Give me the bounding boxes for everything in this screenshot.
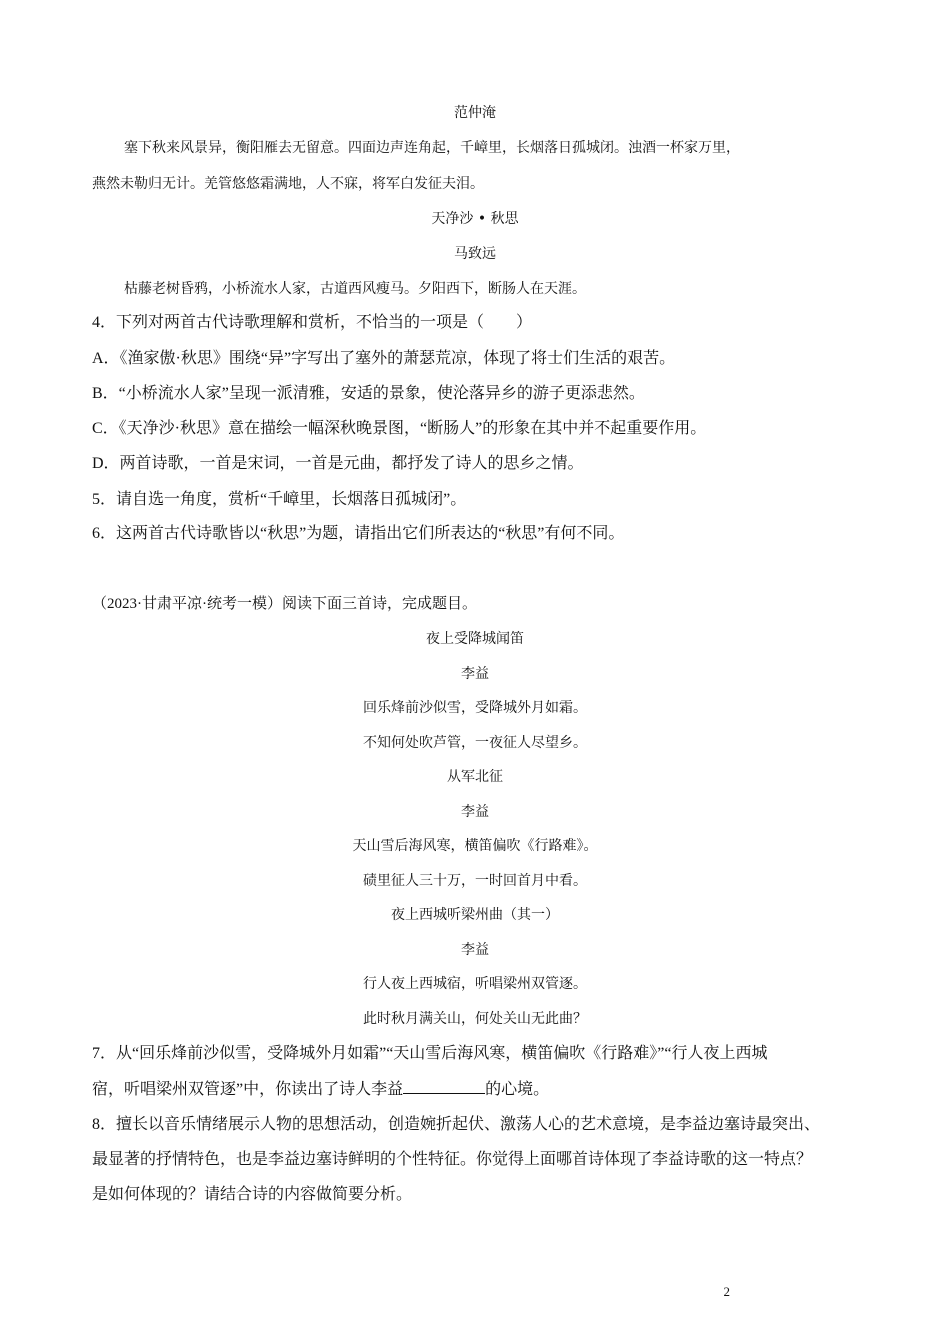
- poemB-title: 从军北征: [447, 769, 503, 785]
- poem1-text-line1: 塞下秋来风景异，衡阳雁去无留意。四面边声连角起，千嶂里，长烟落日孤城闭。浊酒一杯家万里，: [124, 140, 740, 156]
- poem2-text: 枯藤老树昏鸦，小桥流水人家，古道西风瘦马。夕阳西下，断肠人在天涯。: [124, 281, 586, 297]
- poemB-author: 李益: [461, 804, 489, 820]
- poemB-line2: 碛里征人三十万，一时回首月中看。: [363, 873, 587, 889]
- poemC-line2: 此时秋月满关山，何处关山无此曲？: [363, 1011, 587, 1027]
- answer-blank: [403, 1079, 485, 1094]
- poemC-author: 李益: [461, 942, 489, 958]
- poem2-author: 马致远: [454, 246, 496, 262]
- section2-intro: （2023·甘肃平凉·统考一模）阅读下面三首诗，完成题目。: [92, 596, 477, 612]
- question-8-line1: 8．擅长以音乐情绪展示人物的思想活动，创造婉折起伏、激荡人心的艺术意境，是李益边塞诗最突出、: [92, 1116, 821, 1133]
- poem2-title: 天净沙 • 秋思: [431, 211, 519, 227]
- poemC-title: 夜上西城听梁州曲（其一）: [391, 907, 559, 923]
- poemA-line1: 回乐烽前沙似雪，受降城外月如霜。: [363, 700, 587, 716]
- question-6: 6．这两首古代诗歌皆以“秋思”为题，请指出它们所表达的“秋思”有何不同。: [92, 525, 625, 542]
- question-5: 5．请自选一角度，赏析“千嶂里，长烟落日孤城闭”。: [92, 491, 467, 508]
- poemA-line2: 不知何处吹芦管，一夜征人尽望乡。: [363, 735, 587, 751]
- poemA-title: 夜上受降城闻笛: [426, 631, 524, 647]
- poemB-line1: 天山雪后海风寒，横笛偏吹《行路难》。: [352, 838, 598, 854]
- question-4: 4．下列对两首古代诗歌理解和赏析，不恰当的一项是（ ）: [92, 314, 533, 331]
- question-7-line2: [92, 1079, 858, 1100]
- question-4-option-b: B．“小桥流水人家”呈现一派清雅，安适的景象，使沦落异乡的游子更添悲然。: [92, 385, 645, 402]
- question-8-line3: 是如何体现的？请结合诗的内容做简要分析。: [92, 1186, 413, 1203]
- question-4-option-d: D．两首诗歌，一首是宋词，一首是元曲，都抒发了诗人的思乡之情。: [92, 455, 584, 472]
- poemA-author: 李益: [461, 666, 489, 682]
- poem1-author: 范仲淹: [454, 105, 496, 121]
- question-7-line1: 7．从“回乐烽前沙似雪，受降城外月如霜”“天山雪后海风寒，横笛偏吹《行路难》”“行人夜上西城: [92, 1045, 768, 1062]
- question-4-option-c: C．《天净沙·秋思》意在描绘一幅深秋晚景图，“断肠人”的形象在其中并不起重要作用。: [92, 420, 707, 437]
- poemC-line1: 行人夜上西城宿，听唱梁州双管逐。: [363, 976, 587, 992]
- question-7-prefix: 宿，听唱梁州双管逐”中，你读出了诗人李益: [92, 1081, 404, 1098]
- poem1-text-line2: 燕然未勒归无计。羌管悠悠霜满地，人不寐，将军白发征夫泪。: [92, 176, 484, 192]
- page-number: 2: [723, 1284, 730, 1299]
- question-8-line2: 最显著的抒情特色，也是李益边塞诗鲜明的个性特征。你觉得上面哪首诗体现了李益诗歌的这一特点？: [92, 1151, 813, 1168]
- question-4-option-a: A．《渔家傲·秋思》围绕“异”字写出了塞外的萧瑟荒凉，体现了将士们生活的艰苦。: [92, 350, 676, 367]
- question-7-suffix: 的心境。: [485, 1081, 550, 1098]
